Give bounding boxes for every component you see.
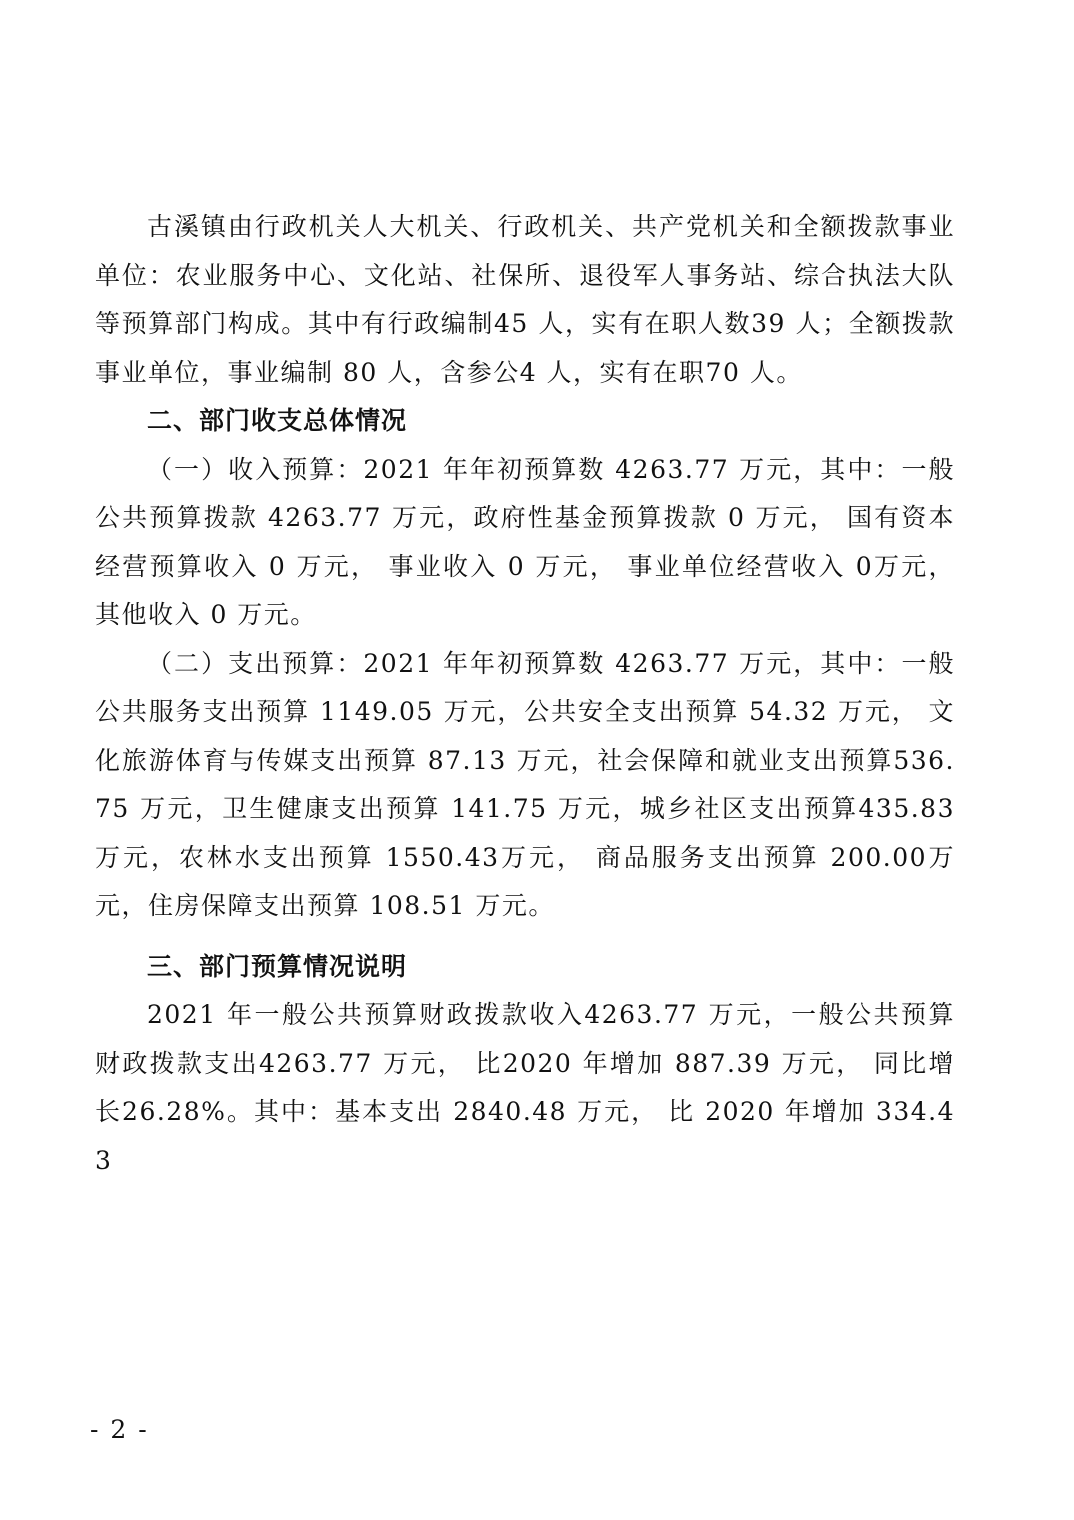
section-heading-revenue-expenditure: 二、部门收支总体情况 [147,406,408,435]
section-heading-budget-explanation: 三、部门预算情况说明 [147,951,408,981]
paragraph-organization: 古溪镇由行政机关人大机关、行政机关、共产党机关和全额拨款事业单位：农业服务中心、文化站、社保所、退役军人事务站、综合执法大队等预算部门构成。其中有行政编制45 人，实有在职人数39 人；全额拨款事业单位，事业编制 80 人，含参公4 人，实有在职70 人。 [95,212,955,387]
section-spacer [95,931,955,943]
paragraph-budget-explanation: 2021 年一般公共预算财政拨款收入4263.77 万元，一般公共预算财政拨款支出4263.77 万元， 比2020 年增加 887.39 万元， 同比增长26.28%。其中：基本支出 2840.48 万元， 比 2020 年增加 334.43 [95,1000,955,1175]
document-body [95,203,955,1185]
page-number: - 2 - [90,1415,149,1444]
paragraph-income-budget: （一）收入预算：2021 年年初预算数 4263.77 万元，其中：一般公共预算拨款 4263.77 万元，政府性基金预算拨款 0 万元， 国有资本经营预算收入 0 万元， 事业收入 0 万元， 事业单位经营收入 0万元，其他收入 0 万元。 [95,454,955,629]
paragraph-expenditure-budget: （二）支出预算：2021 年年初预算数 4263.77 万元，其中：一般公共服务支出预算 1149.05 万元，公共安全支出预算 54.32 万元， 文化旅游体育与传媒支出预算 87.13 万元，社会保障和就业支出预算536.75 万元，卫生健康支出预算 141.75 万元，城乡社区支出预算435.83 万元，农林水支出预算 1550.43万元， 商品服务支出预算 200.00万元，住房保障支出预算 108.51 万元。 [95,648,955,920]
